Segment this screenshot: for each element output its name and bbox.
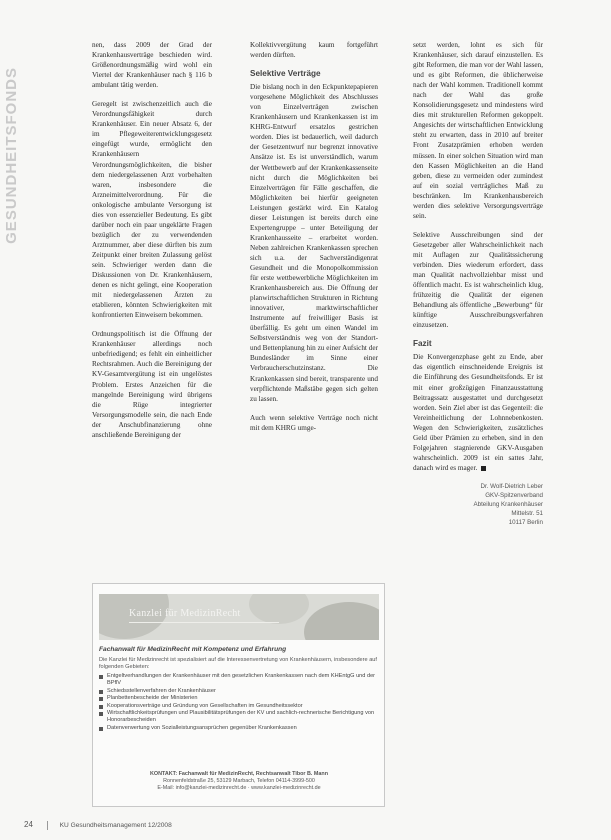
list-item: [99, 725, 379, 732]
bullet-icon: [99, 712, 103, 716]
author-city: 10117 Berlin: [508, 518, 543, 526]
paragraph: Selektive Ausschreibungen sind der Gesetzgeber aller Wahrscheinlichkeit nach mit Auflagen zur Qualitätssicherung verbinden. Dies wiederum erfordert, dass man Qualität nachvollziehbar misst und öffentlich macht. Es ist wahrscheinlich klug, frühzeitig die Qualität der eigenen Behandlung als öffentliche „Bewerbung“ für künftige Ausschreibungsverfahren einzusetzen.: [413, 230, 543, 330]
ad-banner: [99, 594, 379, 640]
bullet-icon: [99, 705, 103, 709]
list-item-text: Entgeltverhandlungen der Krankenhäuser mit den gesetzlichen Krankenkassen nach dem KHEntgG und der BPflV: [107, 673, 376, 687]
list-item-text: Wirtschaftlichkeitsprüfungen und Plausibilitätsprüfungen der KV und sachlich-rechnerische Berichtigung von Honorarbescheiden: [107, 710, 375, 724]
author-organization: GKV-Spitzenverband: [485, 491, 543, 499]
article-column-3: [413, 40, 543, 527]
bullet-icon: [99, 727, 103, 731]
page-number: 24: [24, 820, 33, 829]
ad-contact: [99, 771, 379, 793]
bullet-icon: [99, 690, 103, 694]
decorative-shape: [304, 602, 379, 640]
paragraph: Auch wenn selektive Verträge noch nicht mit dem KHRG umge-: [250, 413, 378, 432]
author-department: Abteilung Krankenhäuser: [473, 500, 543, 508]
list-item: [99, 710, 379, 725]
ad-contact-line: Ronnenfeldstraße 25, 53129 Marbach, Telefon 04114-3999-500: [163, 778, 315, 785]
article-column-2: [250, 40, 378, 442]
paragraph: Kollektivvergütung kaum fortgeführt werden dürften.: [250, 41, 378, 60]
ad-contact-line: KONTAKT: Fachanwalt für MedizinRecht, Rechtsanwalt Tibor B. Mann: [149, 771, 328, 777]
publication-name: KU Gesundheitsmanagement 12/2008: [59, 822, 172, 829]
paragraph: [413, 352, 543, 473]
list-item: [99, 673, 379, 688]
bullet-icon: [99, 697, 103, 701]
paragraph: Geregelt ist zwischenzeitlich auch die Verordnungsfähigkeit durch Krankenhäuser. Ein neuer Absatz 6, der im Pflegeweiterentwicklungsgesetz eingefügt wurde, ermöglicht den Krankenhäusern Verordnungsmöglichkeiten, die bisher dem niedergelassenen Arzt vorbehalten waren, insbesondere die Arzneimittelverordnung. Für die onkologische ambulante Versorgung ist dies von essenzieller Bedeutung. Es gibt darüber noch ein paar ungeklärte Fragen bezüglich der zu verwendenden Arztnummer, aber diese dürften bis zum Zeitpunkt einer breiten Zulassung gelöst sein. Schwieriger werden dann die Diskussionen von Dr. Krankenhäusern, denen es nicht gelingt, eine Kooperation mit niedergelassenen Ärzten zu etablieren, könnten Schwierigkeiten mit konfrontierten Einweisern bekommen.: [92, 100, 212, 320]
advertisement-box: [92, 583, 385, 807]
fazit-text: Die Konvergenzphase geht zu Ende, aber das eigentlich einschneidende Ereignis ist die Einführung des Gesundheitsfonds. Er ist mit einer großzügigen Finanzausstattung Beitragssatz ausgestattet und durchgesetzt worden. Sein Ziel aber ist das Gegenteil: die Vereinheitlichung der Lohnnebenkosten. Wegen den Schwierigkeiten, zusätzliches Geld über Prämien zu erheben, sind in den Folgejahren stagnierende GKV-Ausgaben wahrscheinlich. 2009 ist ein sattes Jahr, danach wird es mager.: [413, 353, 543, 472]
list-item-text: Schiedsstellenverfahren der Krankenhäuser: [107, 687, 216, 694]
end-mark-icon: [481, 466, 486, 471]
author-name: Dr. Wolf-Dietrich Leber: [480, 482, 543, 490]
section-heading: Selektive Verträge: [250, 69, 321, 79]
ad-service-list: [99, 673, 379, 732]
author-street: Mittelstr. 51: [511, 509, 543, 517]
paragraph: setzt werden, lohnt es sich für Krankenhäuser, sich darauf einzustellen. Es gibt Reformen, die man vor der Wahl lassen, und es gibt Reformen, die üblicherweise nach der Wahl kommen. Traditionell kommt nach der Wahl das große Konsolidierungsgesetz und mindestens wird dies mit strukturellen Reformen gekoppelt. Angesichts der wirtschaftlichen Entwicklung steht zu erwarten, dass in 2010 auf breiter Front Zusatzprämien erhoben werden müssen. In einer solchen Situation wird man den Kassen Möglichkeiten an die Hand geben, diese zu vermeiden oder zumindest auf ein sozial verträgliches Maß zu beschränken. Im Krankenhausbereich werden dies selektive Versorgungsverträge sein.: [413, 41, 543, 220]
list-item: [99, 703, 379, 710]
list-item-text: Kooperationsverträge und Gründung von Gesellschaften im Gesundheitssektor: [107, 702, 303, 709]
bullet-icon: [99, 675, 103, 679]
list-item-text: Planbettenbescheide der Ministerien: [107, 695, 198, 702]
paragraph: nen, dass 2009 der Grad der Krankenhausverträge beschieden wird. Größenordnungsmäßig wird wohl ein Viertel der Krankenhäuser nach § 116 b ambulant tätig werden.: [92, 41, 212, 90]
list-item: [99, 695, 379, 702]
ad-banner-divider: [129, 622, 279, 623]
article-column-1: [92, 40, 212, 449]
ad-headline: Fachanwalt für MedizinRecht mit Kompetenz und Erfahrung: [99, 646, 287, 653]
paragraph: Die bislang noch in den Eckpunktepapieren vorgesehene Möglichkeit des Abschlusses von Einzelverträgen zwischen Krankenhäusern und Krankenkassen ist im KHRG-Entwurf ersatzlos gestrichen worden. Dies ist bedauerlich, weil dadurch der Gesetzentwurf nur begrenzt innovative Ansätze ist. Es ist unverständlich, warum der Wettbewerb auf der Krankenkassenseite nicht durch die Möglichkeiten bei Einzelverträgen für Fälle geschaffen, die Möglichkeiten bei hierfür geeigneten Leistungen gestärkt wird. Ein Katalog dieser Leistungen ist bereits durch eine Expertengruppe – unter Beteiligung der Krankenhausseite – erarbeitet worden. Neben zahlreichen Krankenkassen sprechen sich u.a. der Sachverständigenrat Gesundheit und die Monopolkommission für erste wettbewerbliche Möglichkeiten im Krankenhausbereich aus. Die Öffnung der planwirtschaftlichen Strukturen in Richtung innovativer, marktwirtschaftlicher Instrumente auf freiwilliger Basis ist überfällig. Es geht um einen Wandel im Selbstverständnis weg von der Standort- und Bettenplanung hin zu einer Aufsicht der Bundesländer im Sinne einer Verbraucherschutzinstanz. Die Krankenkassen sind bereit, transparente und verpflichtende Maßstäbe gegen sich gelten zu lassen.: [250, 83, 378, 403]
section-side-label: [2, 30, 20, 280]
ad-brand-name: Kanzlei für MedizinRecht: [129, 608, 241, 619]
list-item: [99, 688, 379, 695]
section-heading: Fazit: [413, 339, 432, 349]
author-signature: [413, 482, 543, 527]
footer-divider: [47, 821, 48, 830]
list-item-text: Datenverwertung von Sozialleistungsansprüchen gegenüber Krankenkassen: [107, 724, 297, 731]
paragraph: Ordnungspolitisch ist die Öffnung der Krankenhäuser allerdings noch unbefriedigend; es fehlt ein einheitlicher Rechtsrahmen. Auch die Bereinigung der KV-Gesamtvergütung ist ein ungelöstes Problem. Erstes Anzeichen für die mangelnde Bereinigung wird übrigens die Rüge integrierter Versorgungsmodelle sein, die nach Ende der Anschubfinanzierung ohne anschließende Bereinigung der: [92, 330, 212, 439]
page-footer: [24, 820, 172, 830]
section-label-text: GESUNDHEITSFONDS: [2, 66, 20, 244]
ad-contact-line: E-Mail: info@kanzlei-medizinrecht.de · www.kanzlei-medizinrecht.de: [157, 785, 321, 792]
decorative-shape: [249, 594, 309, 624]
ad-intro: Die Kanzlei für Medizinrecht ist spezialisiert auf die Interessenvertretung von Krankenhäusern, insbesondere auf folgenden Gebieten:: [99, 657, 377, 671]
